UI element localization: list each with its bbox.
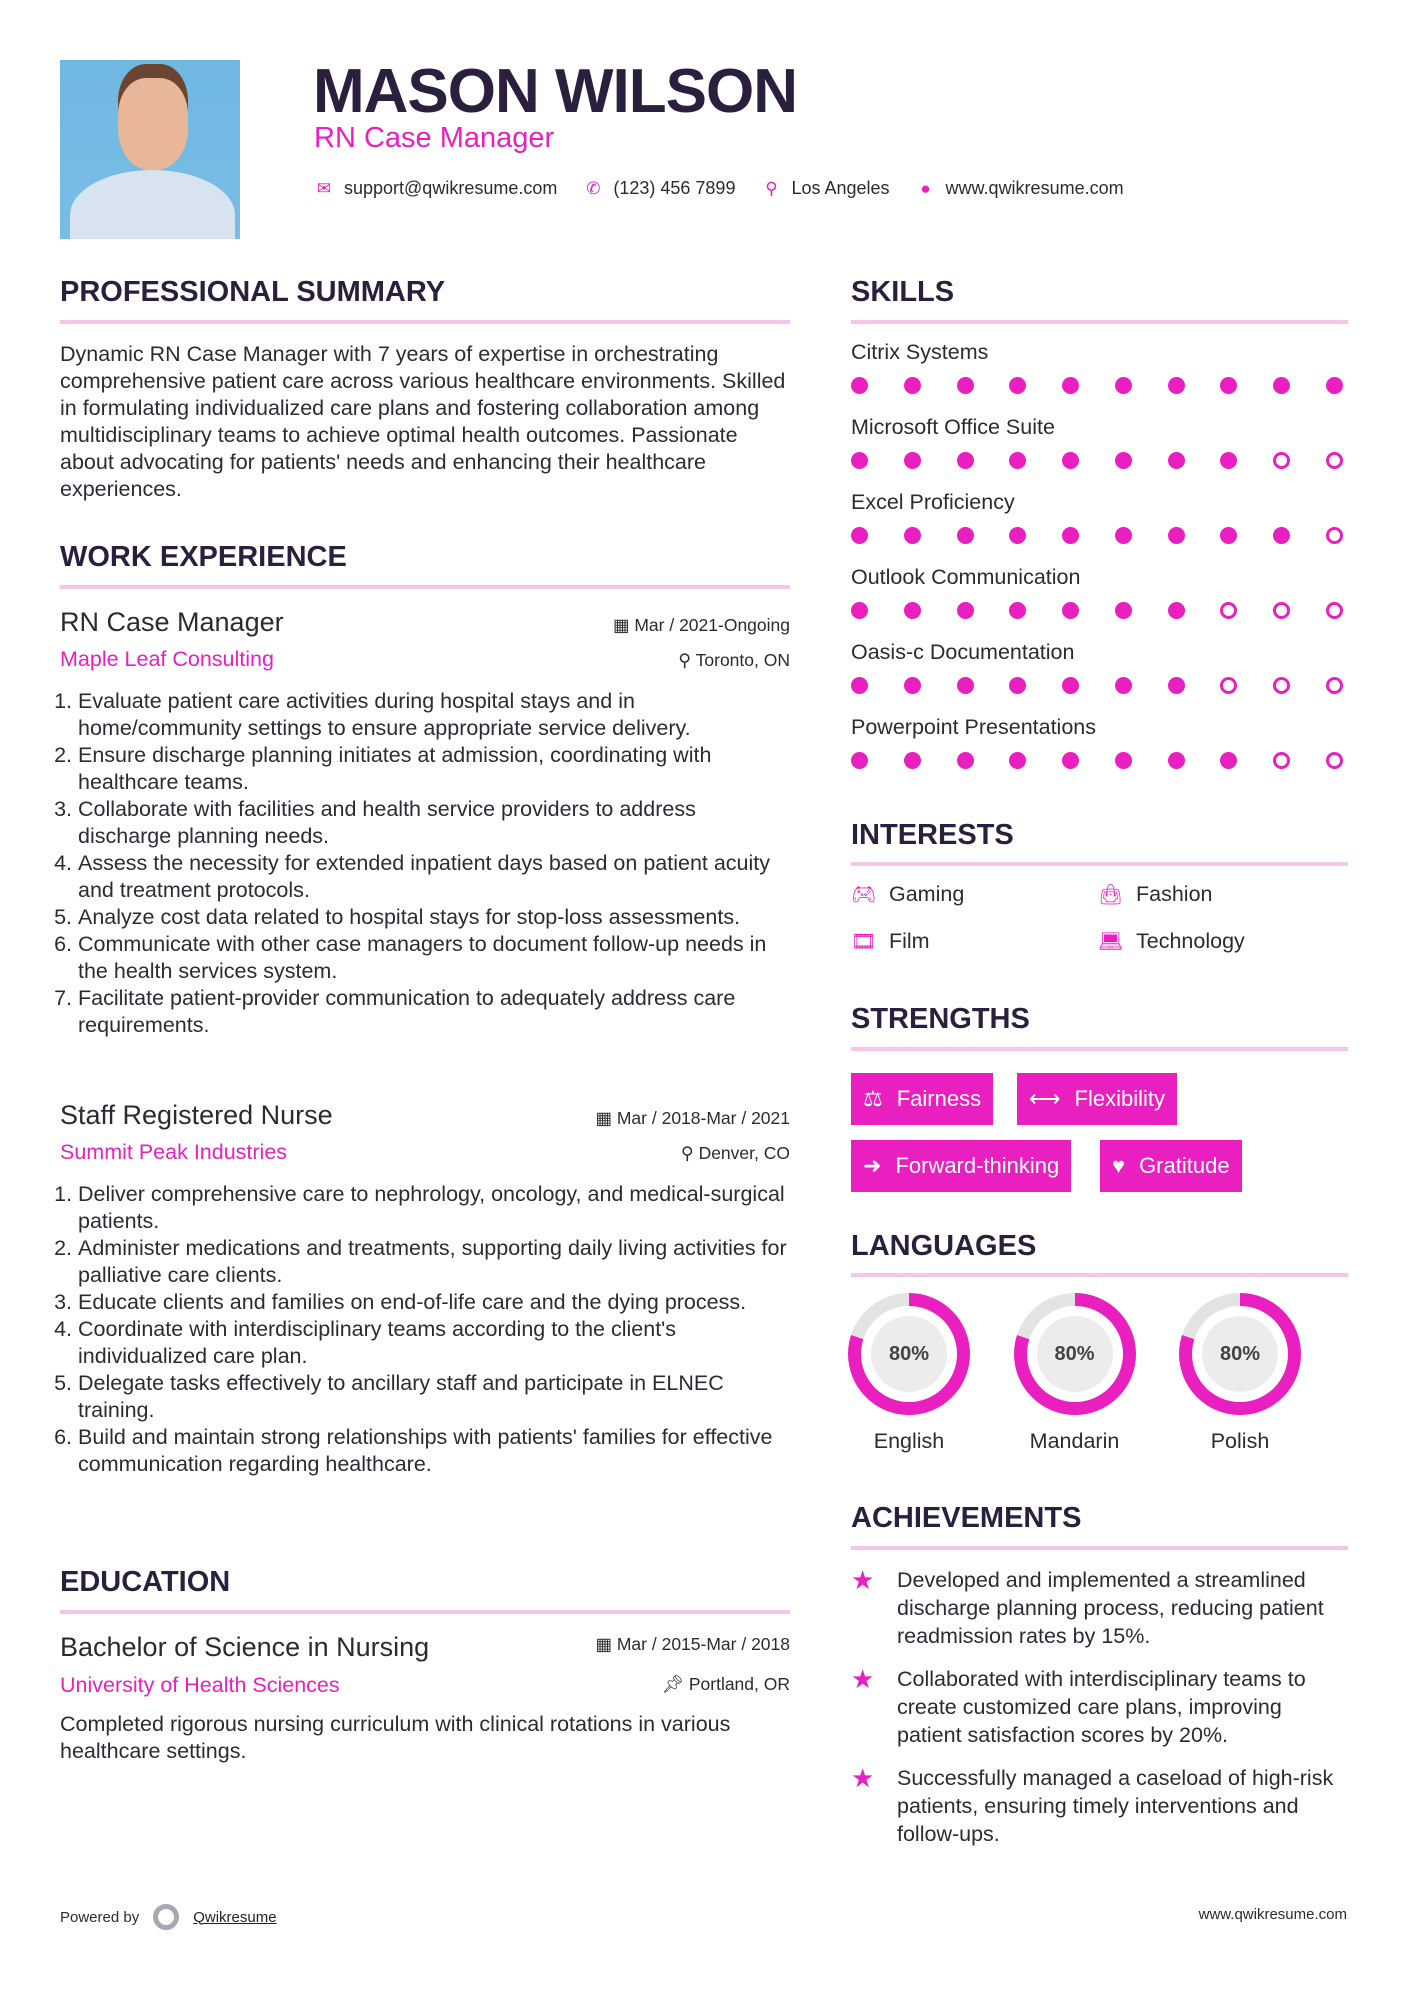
footer-powered: [60, 1904, 277, 1930]
interest-item: [851, 882, 964, 907]
rating-dot-filled: [957, 452, 974, 469]
rating-dot-filled: [904, 377, 921, 394]
location: Los Angeles: [791, 178, 890, 198]
rating-dot-filled: [957, 752, 974, 769]
rating-dot-filled: [1115, 752, 1132, 769]
divider: [851, 1047, 1348, 1051]
languages-heading: LANGUAGES: [851, 1230, 1037, 1262]
job-dates: [595, 1108, 790, 1129]
company: Summit Peak Industries: [60, 1140, 288, 1164]
rating-dot-filled: [904, 452, 921, 469]
divider: [851, 1273, 1348, 1277]
strength-label: Gratitude: [1139, 1153, 1230, 1178]
language-percent: 80%: [1202, 1316, 1278, 1392]
divider: [60, 320, 790, 324]
rating-dot-filled: [1115, 677, 1132, 694]
skill-row: [851, 715, 1343, 769]
envelope-icon: ✉: [316, 178, 332, 198]
list-item: 5. Delegate tasks effectively to ancillary staff and participate in ELNEC training.: [78, 1370, 795, 1424]
rating-dot-empty: [1220, 677, 1237, 694]
skill-rating: [851, 752, 1343, 769]
skill-row: [851, 490, 1343, 544]
rating-dot-filled: [1009, 752, 1026, 769]
skill-rating: [851, 527, 1343, 544]
rating-dot-filled: [1273, 527, 1290, 544]
rating-dot-filled: [1168, 602, 1185, 619]
rating-dot-filled: [851, 527, 868, 544]
qwikresume-link[interactable]: Qwikresume: [193, 1908, 277, 1926]
strength-badge: [851, 1140, 1071, 1192]
achievement-item: [851, 1566, 1351, 1650]
list-item: 1. Deliver comprehensive care to nephrology, oncology, and medical-surgical patients.: [78, 1181, 795, 1235]
job-title: RN Case Manager: [314, 122, 555, 154]
laptop-icon: 💻︎: [1098, 931, 1124, 953]
dates-text: Mar / 2021-Ongoing: [634, 615, 790, 635]
location-text: Toronto, ON: [695, 650, 790, 670]
shooting-star-icon: ★: [851, 1664, 875, 1694]
company: Maple Leaf Consulting: [60, 647, 274, 671]
rating-dot-filled: [1168, 527, 1185, 544]
experience-heading: WORK EXPERIENCE: [60, 541, 347, 573]
interest-item: [1098, 882, 1213, 907]
candidate-name: MASON WILSON: [313, 57, 797, 126]
rating-dot-filled: [1062, 452, 1079, 469]
rating-dot-filled: [904, 677, 921, 694]
location-text: Denver, CO: [698, 1143, 790, 1163]
rating-dot-filled: [1062, 677, 1079, 694]
rating-dot-filled: [1220, 752, 1237, 769]
footer-website[interactable]: www.qwikresume.com: [1198, 1906, 1347, 1923]
list-item: 7. Facilitate patient-provider communication to adequately address care requirements.: [78, 985, 795, 1039]
rating-dot-filled: [1009, 377, 1026, 394]
interest-item: [851, 929, 930, 954]
globe-icon: ●: [920, 178, 931, 198]
strength-label: Fairness: [896, 1086, 982, 1111]
list-item: 2. Ensure discharge planning initiates at admission, coordinating with healthcare teams.: [78, 742, 795, 796]
strength-label: Flexibility: [1074, 1086, 1166, 1111]
phone-icon: ✆: [586, 178, 601, 198]
rating-dot-filled: [1220, 452, 1237, 469]
interests-heading: INTERESTS: [851, 819, 1014, 851]
pin-icon: ⚲: [680, 1143, 699, 1163]
list-item: 1. Evaluate patient care activities during hospital stays and in home/community settings to ensure appropriate service delivery.: [78, 688, 795, 742]
skill-row: [851, 565, 1343, 619]
language-progress-ring: [1014, 1293, 1136, 1415]
language-percent: 80%: [1037, 1316, 1113, 1392]
list-item: 5. Analyze cost data related to hospital stays for stop-loss assessments.: [78, 904, 795, 931]
achievement-text: Developed and implemented a streamlined discharge planning process, reducing patient readmission rates by 15%.: [897, 1568, 1324, 1648]
rating-dot-empty: [1326, 452, 1343, 469]
rating-dot-filled: [1062, 602, 1079, 619]
divider: [60, 1610, 790, 1614]
language-name: English: [873, 1429, 945, 1453]
rating-dot-filled: [957, 602, 974, 619]
skill-name: Excel Proficiency: [851, 490, 1015, 514]
shopping-bag-icon: 👜︎: [1098, 884, 1124, 906]
job-location: [678, 650, 790, 671]
arrow-right-icon: ➜: [863, 1153, 882, 1178]
calendar-icon: ▦: [595, 1108, 617, 1128]
balance-scale-icon: ⚖: [863, 1086, 883, 1111]
dates-text: Mar / 2015-Mar / 2018: [616, 1634, 790, 1654]
education-location: [662, 1674, 790, 1695]
list-item: 3. Educate clients and families on end-of-life care and the dying process.: [78, 1289, 795, 1316]
skill-rating: [851, 452, 1343, 469]
powered-by-label: Powered by: [60, 1908, 140, 1926]
skill-name: Powerpoint Presentations: [851, 715, 1097, 739]
map-marker-icon: ⚲: [765, 178, 778, 198]
rating-dot-filled: [851, 452, 868, 469]
education-description: Completed rigorous nursing curriculum with clinical rotations in various healthcare settings.: [60, 1712, 731, 1763]
language-progress-ring: [848, 1293, 970, 1415]
qwikresume-logo-icon: [153, 1904, 179, 1930]
shooting-star-icon: ★: [851, 1763, 875, 1793]
rating-dot-filled: [1009, 602, 1026, 619]
skill-name: Microsoft Office Suite: [851, 415, 1055, 439]
rating-dot-filled: [904, 752, 921, 769]
skill-rating: [851, 602, 1343, 619]
rating-dot-empty: [1273, 677, 1290, 694]
skill-row: [851, 415, 1343, 469]
contact-bar: [314, 178, 1140, 199]
language-name: Mandarin: [1029, 1429, 1120, 1453]
list-item: 2. Administer medications and treatments, supporting daily living activities for palliative care clients.: [78, 1235, 795, 1289]
language-percent: 80%: [871, 1316, 947, 1392]
rating-dot-filled: [1009, 452, 1026, 469]
list-item: 4. Assess the necessity for extended inpatient days based on patient acuity and treatment protocols.: [78, 850, 795, 904]
location-text: Portland, OR: [688, 1674, 790, 1694]
rating-dot-empty: [1326, 527, 1343, 544]
rating-dot-filled: [1168, 752, 1185, 769]
education-heading: EDUCATION: [60, 1566, 231, 1598]
job-title: Staff Registered Nurse: [60, 1100, 333, 1130]
responsibilities-list: [60, 688, 795, 1039]
strength-badge: [1017, 1073, 1177, 1125]
dates-text: Mar / 2018-Mar / 2021: [616, 1108, 790, 1128]
job-dates: [613, 615, 790, 636]
divider: [851, 320, 1348, 324]
phone: (123) 456 7899: [613, 178, 736, 198]
rating-dot-filled: [1168, 452, 1185, 469]
summary-text: Dynamic RN Case Manager with 7 years of expertise in orchestrating comprehensive patient care across various healthcare environments. Skilled in formulating individualized care plans and fostering collaboration among multidisciplinary teams to achieve optimal health outcomes. Passionate about advocating for patients' needs and enhancing their healthcare experiences.: [60, 342, 786, 501]
rating-dot-filled: [1062, 377, 1079, 394]
job-location: [681, 1143, 790, 1164]
website[interactable]: www.qwikresume.com: [945, 178, 1124, 198]
rating-dot-filled: [957, 527, 974, 544]
responsibilities-list: [60, 1181, 795, 1478]
rating-dot-filled: [1115, 377, 1132, 394]
list-item: 4. Coordinate with interdisciplinary teams according to the client's individualized care plan.: [78, 1316, 795, 1370]
achievement-item: [851, 1665, 1351, 1749]
job-title: RN Case Manager: [60, 607, 284, 637]
rating-dot-filled: [1009, 527, 1026, 544]
rating-dot-filled: [1062, 752, 1079, 769]
skill-rating: [851, 377, 1343, 394]
rating-dot-empty: [1326, 677, 1343, 694]
rating-dot-filled: [957, 377, 974, 394]
strength-label: Forward-thinking: [895, 1153, 1060, 1178]
school: University of Health Sciences: [60, 1673, 340, 1697]
arrows-h-icon: ⟷: [1029, 1086, 1061, 1111]
rating-dot-filled: [851, 377, 868, 394]
pin-icon: 📌︎: [661, 1674, 689, 1694]
language-progress-ring: [1179, 1293, 1301, 1415]
rating-dot-filled: [851, 677, 868, 694]
achievement-item: [851, 1764, 1351, 1848]
list-item: 3. Collaborate with facilities and health service providers to address discharge planning needs.: [78, 796, 795, 850]
list-item: 6. Build and maintain strong relationships with patients' families for effective communication regarding healthcare.: [78, 1424, 795, 1478]
rating-dot-filled: [1115, 527, 1132, 544]
rating-dot-filled: [851, 752, 868, 769]
rating-dot-empty: [1326, 602, 1343, 619]
strengths-heading: STRENGTHS: [851, 1003, 1030, 1035]
rating-dot-empty: [1273, 752, 1290, 769]
skill-name: Citrix Systems: [851, 340, 989, 364]
divider: [60, 585, 790, 589]
rating-dot-empty: [1273, 602, 1290, 619]
skill-rating: [851, 677, 1343, 694]
interest-item: [1098, 929, 1245, 954]
shooting-star-icon: ★: [851, 1565, 875, 1595]
rating-dot-empty: [1220, 602, 1237, 619]
rating-dot-filled: [1009, 677, 1026, 694]
rating-dot-empty: [1326, 752, 1343, 769]
rating-dot-empty: [1273, 452, 1290, 469]
rating-dot-filled: [851, 602, 868, 619]
strength-badge: [1100, 1140, 1242, 1192]
skill-row: [851, 340, 1343, 394]
divider: [851, 862, 1348, 866]
rating-dot-filled: [1168, 677, 1185, 694]
rating-dot-filled: [957, 677, 974, 694]
rating-dot-filled: [1273, 377, 1290, 394]
pin-icon: ⚲: [678, 650, 696, 670]
rating-dot-filled: [904, 602, 921, 619]
achievements-heading: ACHIEVEMENTS: [851, 1502, 1082, 1534]
divider: [851, 1546, 1348, 1550]
skill-name: Oasis-c Documentation: [851, 640, 1075, 664]
skills-heading: SKILLS: [851, 276, 955, 308]
rating-dot-filled: [1220, 527, 1237, 544]
calendar-icon: ▦: [595, 1634, 617, 1654]
film-icon: 🎞︎: [851, 931, 877, 953]
profile-photo: [60, 60, 240, 239]
list-item: 6. Communicate with other case managers to document follow-up needs in the health services system.: [78, 931, 795, 985]
interest-label: Gaming: [889, 882, 965, 906]
achievement-text: Collaborated with interdisciplinary teams to create customized care plans, improving patient satisfaction scores by 20%.: [897, 1667, 1306, 1747]
skill-name: Outlook Communication: [851, 565, 1081, 589]
rating-dot-filled: [1326, 377, 1343, 394]
rating-dot-filled: [1115, 602, 1132, 619]
language-name: Polish: [1210, 1429, 1270, 1453]
summary-heading: PROFESSIONAL SUMMARY: [60, 276, 446, 308]
rating-dot-filled: [1220, 377, 1237, 394]
achievement-text: Successfully managed a caseload of high-risk patients, ensuring timely interventions and follow-ups.: [897, 1766, 1334, 1846]
interest-label: Film: [889, 929, 930, 953]
rating-dot-filled: [1168, 377, 1185, 394]
interest-label: Technology: [1136, 929, 1245, 953]
email[interactable]: support@qwikresume.com: [344, 178, 558, 198]
strength-badge: [851, 1073, 993, 1125]
rating-dot-filled: [904, 527, 921, 544]
gamepad-icon: 🎮︎: [851, 884, 877, 906]
skill-row: [851, 640, 1343, 694]
interest-label: Fashion: [1136, 882, 1213, 906]
calendar-icon: ▦: [612, 615, 635, 635]
education-dates: [595, 1634, 790, 1655]
degree: Bachelor of Science in Nursing: [60, 1632, 430, 1662]
heart-icon: ♥: [1112, 1153, 1126, 1178]
rating-dot-filled: [1115, 452, 1132, 469]
rating-dot-filled: [1062, 527, 1079, 544]
